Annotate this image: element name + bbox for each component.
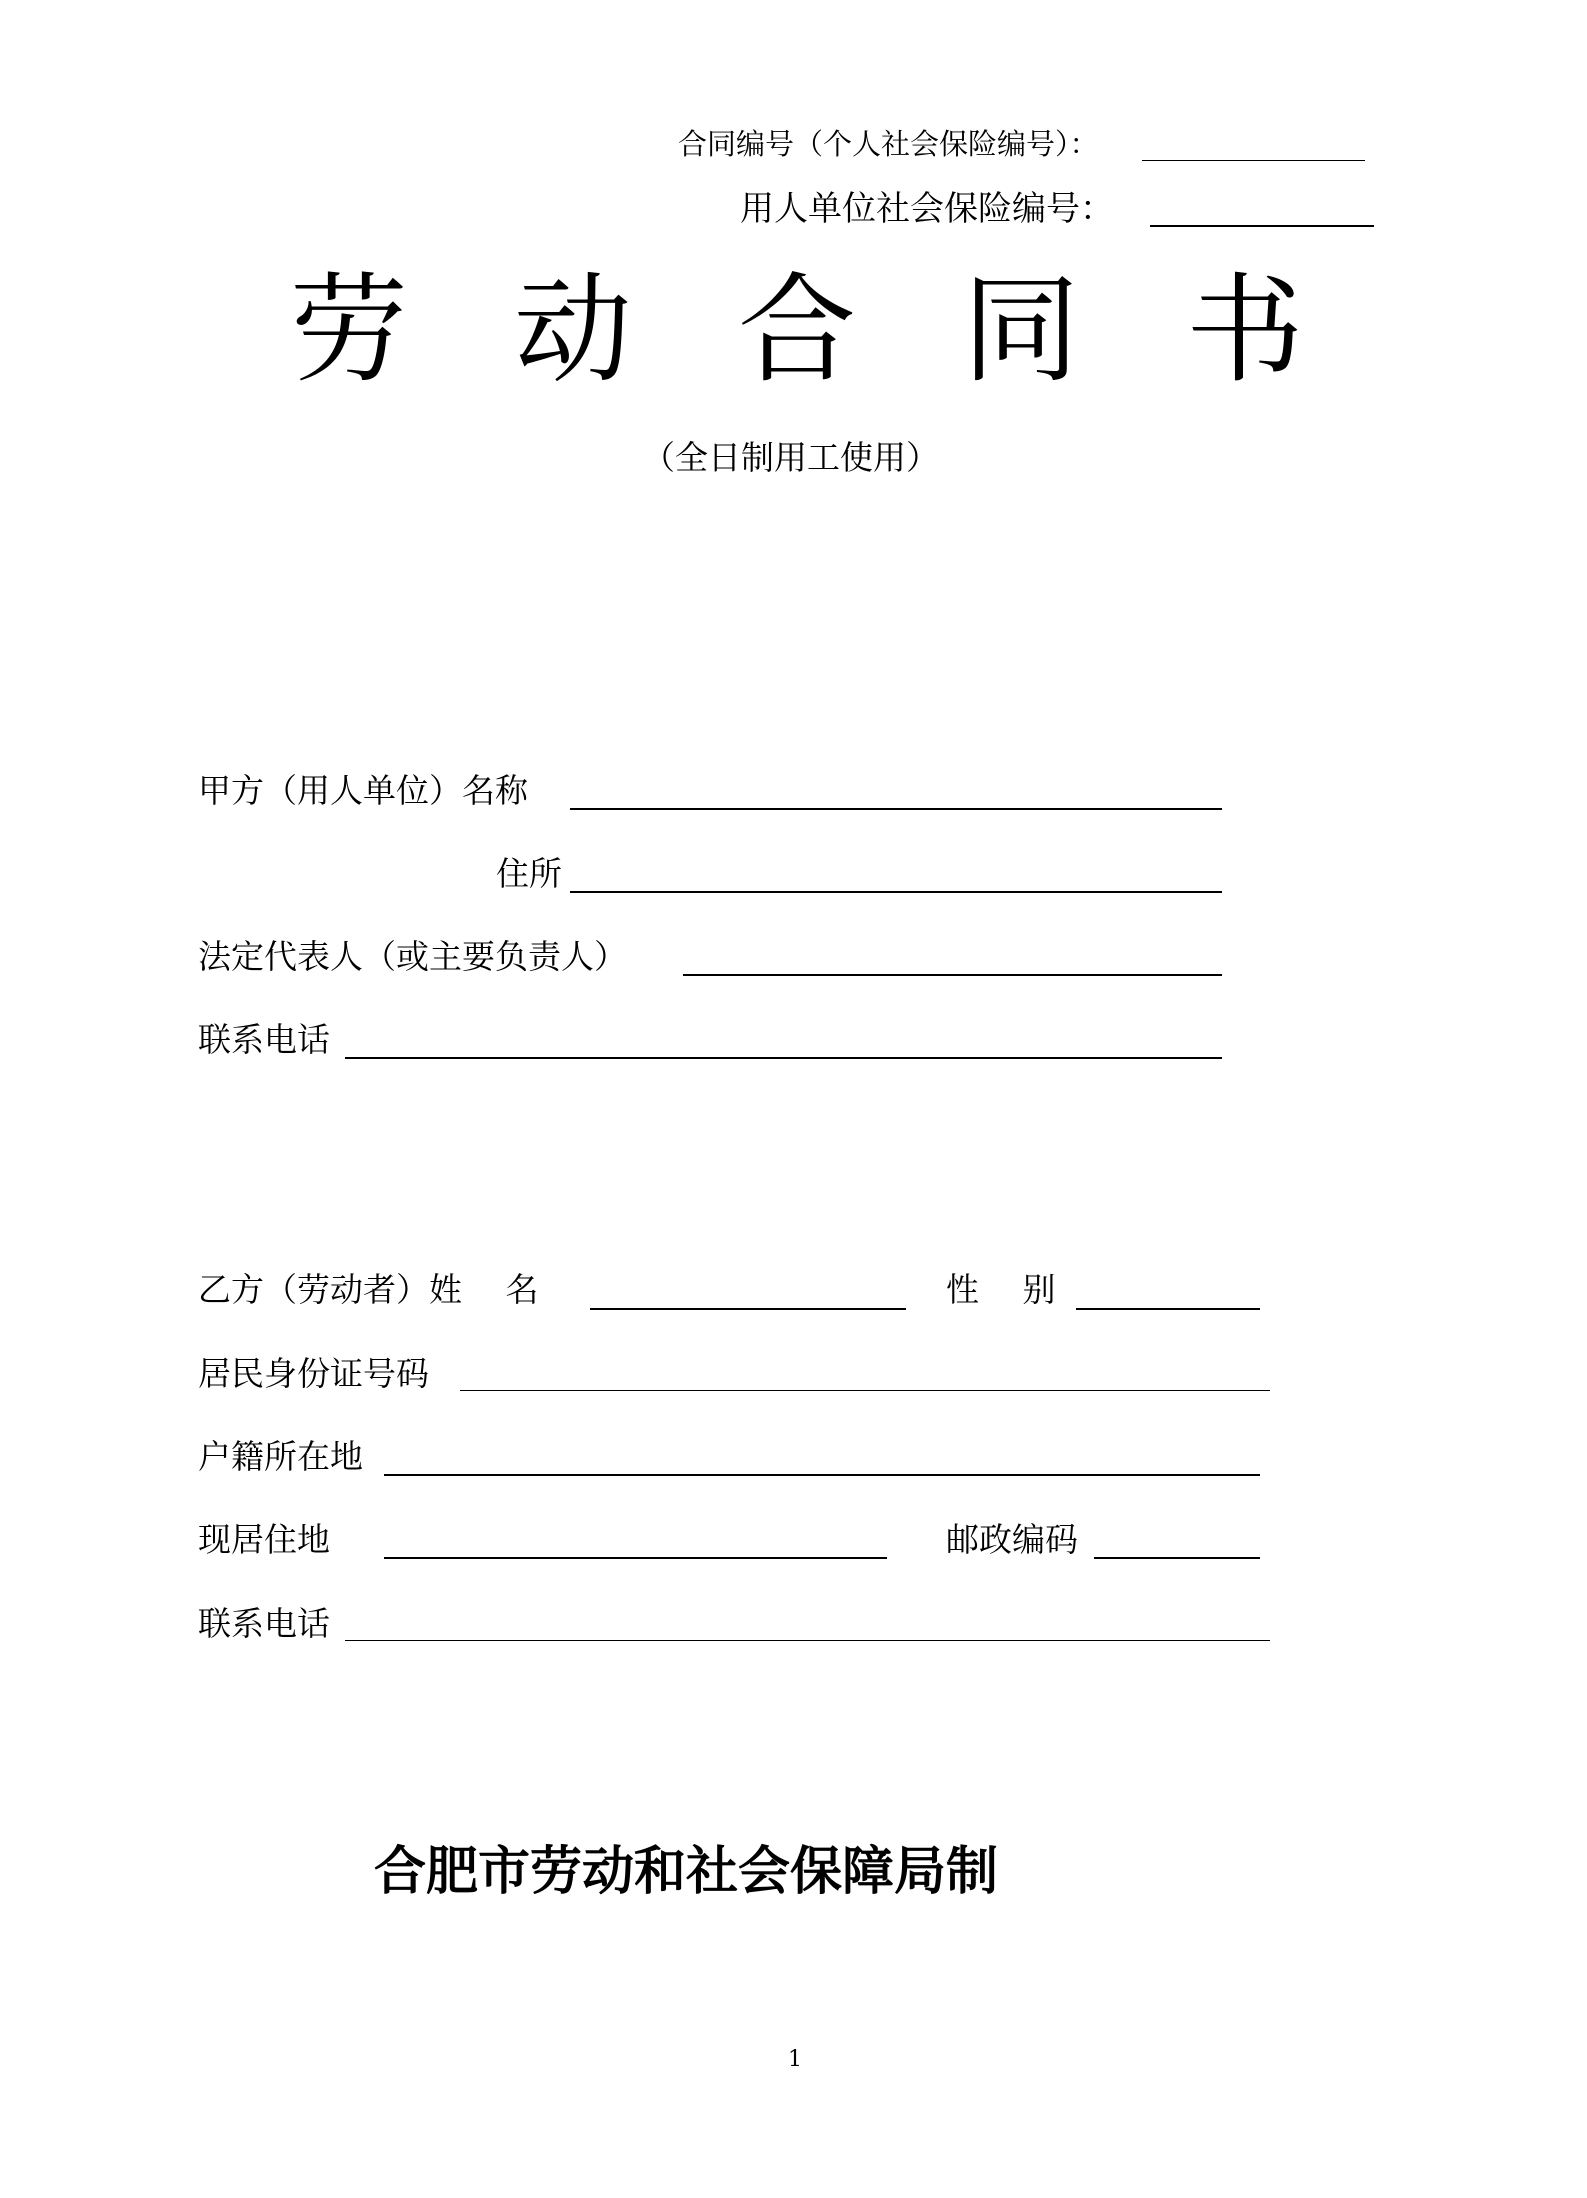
party-b-gender-label: 性 别 <box>946 1270 1056 1309</box>
title-char-2: 动 <box>514 261 633 399</box>
party-b-residence-label: 现居住地 <box>198 1520 330 1559</box>
party-a-address-line[interactable] <box>570 891 1222 893</box>
issuer: 合肥市劳动和社会保障局制 <box>374 1842 999 1902</box>
employer-ssn-line[interactable] <box>1150 225 1374 227</box>
party-b-name-line[interactable] <box>590 1308 906 1310</box>
contract-number-line[interactable] <box>1142 160 1365 161</box>
party-b-postal-label: 邮政编码 <box>946 1520 1078 1559</box>
party-a-name-line[interactable] <box>570 808 1222 810</box>
page-number: 1 <box>788 2047 802 2072</box>
title-char-4: 同 <box>962 261 1081 399</box>
contract-number-label: 合同编号（个人社会保险编号）： <box>678 127 1099 161</box>
party-b-gender-line[interactable] <box>1076 1308 1260 1310</box>
party-b-postal-line[interactable] <box>1094 1557 1260 1559</box>
party-a-address-label: 住所 <box>496 854 562 893</box>
party-a-phone-label: 联系电话 <box>198 1020 330 1059</box>
party-b-phone-line[interactable] <box>345 1640 1270 1641</box>
party-a-phone-line[interactable] <box>345 1057 1222 1059</box>
title-char-1: 劳 <box>290 261 409 399</box>
party-b-name-label: 乙方（劳动者）姓 名 <box>198 1270 539 1309</box>
employer-ssn-label: 用人单位社会保险编号： <box>740 189 1114 229</box>
title-char-5: 书 <box>1186 261 1305 399</box>
party-b-id-label: 居民身份证号码 <box>198 1354 429 1393</box>
party-a-legal-rep-label: 法定代表人（或主要负责人） <box>198 937 627 976</box>
party-a-name-label: 甲方（用人单位）名称 <box>198 771 528 810</box>
party-b-household-line[interactable] <box>384 1474 1260 1476</box>
party-b-id-line[interactable] <box>460 1390 1270 1391</box>
party-b-phone-label: 联系电话 <box>198 1604 330 1643</box>
party-b-household-label: 户籍所在地 <box>198 1437 363 1476</box>
party-a-legal-rep-line[interactable] <box>683 974 1222 976</box>
subtitle: （全日制用工使用） <box>642 438 939 477</box>
title-char-3: 合 <box>738 261 857 399</box>
party-b-residence-line[interactable] <box>384 1557 887 1559</box>
